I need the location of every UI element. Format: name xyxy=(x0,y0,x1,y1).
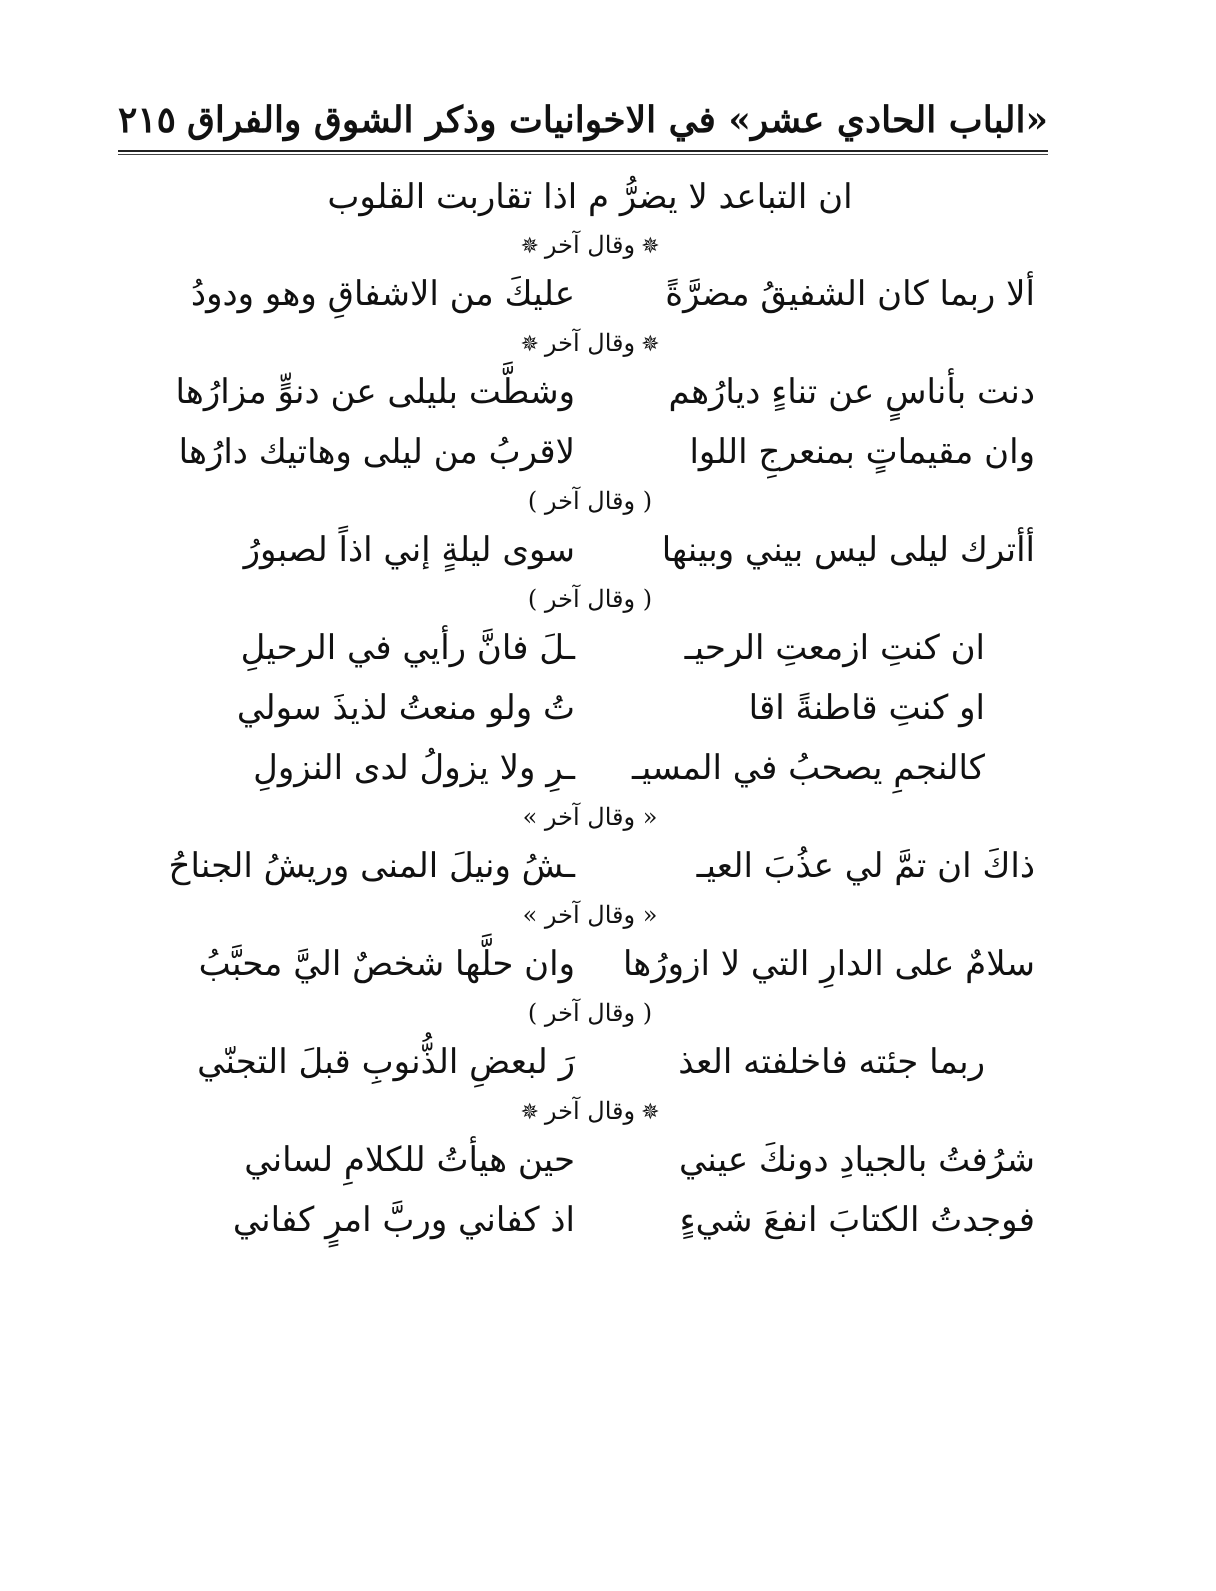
first-hemistich: ألا ربما كان الشفيقُ مضرَّةً xyxy=(665,274,1035,314)
second-hemistich: وان حلَّها شخصٌ اليَّ محبَّبُ xyxy=(198,944,575,984)
section-heading: ( وقال آخر ) xyxy=(527,487,653,515)
verse-line xyxy=(130,1032,1050,1092)
second-hemistich: عليكَ من الاشفاقِ وهو ودودُ xyxy=(190,274,575,314)
second-hemistich: تُ ولو منعتُ لذيذَ سولي xyxy=(236,688,575,728)
section-heading: « وقال آخر » xyxy=(522,901,658,929)
verse-line xyxy=(130,422,1050,482)
ornament-icon: ✵ xyxy=(520,234,539,259)
second-hemistich: رَ لبعضِ الذُّنوبِ قبلَ التجنّي xyxy=(197,1042,575,1082)
ornament-icon: ✵ xyxy=(641,332,660,357)
prose-line: ان التباعد لا يضرُّ م اذا تقاربت القلوب xyxy=(327,177,853,217)
heading-text: وقال آخر xyxy=(544,329,636,357)
first-hemistich: فوجدتُ الكتابَ انفعَ شيءٍ xyxy=(679,1200,1035,1240)
ornament-icon: ✵ xyxy=(520,1100,539,1125)
verse-line xyxy=(130,1190,1050,1250)
first-hemistich: شرُفتُ بالجيادِ دونكَ عيني xyxy=(678,1140,1035,1180)
first-hemistich: او كنتِ قاطنةً اقا xyxy=(748,688,985,728)
section-heading xyxy=(130,1092,1050,1130)
heading-text: وقال آخر xyxy=(544,1097,636,1125)
chapter-title: «الباب الحادي عشر» في الاخوانيات وذكر الشوق والفراق xyxy=(186,99,1048,141)
header-rule-thin xyxy=(118,154,1048,155)
ornament-icon: ✵ xyxy=(641,234,660,259)
verse-line xyxy=(130,678,1050,738)
poem-body xyxy=(130,168,1050,1250)
first-hemistich: دنت بأناسٍ عن تناءٍ ديارُهم xyxy=(668,372,1035,412)
verse-line xyxy=(130,738,1050,798)
second-hemistich: ـرِ ولا يزولُ لدى النزولِ xyxy=(253,748,575,788)
second-hemistich: اذ كفاني وربَّ امرٍ كفاني xyxy=(232,1200,575,1240)
second-hemistich: ـلَ فانَّ رأيي في الرحيلِ xyxy=(240,628,575,668)
section-heading xyxy=(130,324,1050,362)
second-hemistich: لاقربُ من ليلى وهاتيك دارُها xyxy=(178,432,575,472)
section-heading xyxy=(130,226,1050,264)
heading-text: وقال آخر xyxy=(544,231,636,259)
section-heading: ( وقال آخر ) xyxy=(527,999,653,1027)
first-hemistich: كالنجمِ يصحبُ في المسيـ xyxy=(631,748,985,788)
verse-line xyxy=(130,1130,1050,1190)
second-hemistich: ـشُ ونيلَ المنى وريشُ الجناحُ xyxy=(168,846,575,886)
section-heading: « وقال آخر » xyxy=(522,803,658,831)
verse-line xyxy=(130,836,1050,896)
page-number: ٢١٥ xyxy=(118,99,177,141)
ornament-icon: ✵ xyxy=(520,332,539,357)
verse-line xyxy=(130,520,1050,580)
second-hemistich: حين هيأتُ للكلامِ لساني xyxy=(244,1140,575,1180)
second-hemistich: وشطَّت بليلى عن دنوٍّ مزارُها xyxy=(175,372,575,412)
first-hemistich: وان مقيماتٍ بمنعرجِ اللوا xyxy=(689,432,1035,472)
verse-line xyxy=(130,362,1050,422)
running-header xyxy=(118,92,1048,148)
first-hemistich: أأترك ليلى ليس بيني وبينها xyxy=(661,530,1035,570)
second-hemistich: سوى ليلةٍ إني اذاً لصبورُ xyxy=(243,530,575,570)
verse-line xyxy=(130,264,1050,324)
first-hemistich: سلامٌ على الدارِ التي لا ازورُها xyxy=(622,944,1035,984)
verse-line xyxy=(130,618,1050,678)
first-hemistich: ذاكَ ان تمَّ لي عذُبَ العيـ xyxy=(696,846,1035,886)
ornament-icon: ✵ xyxy=(641,1100,660,1125)
first-hemistich: ربما جئته فاخلفته العذ xyxy=(678,1042,985,1082)
verse-line xyxy=(130,934,1050,994)
section-heading: ( وقال آخر ) xyxy=(527,585,653,613)
header-rule xyxy=(118,150,1048,152)
first-hemistich: ان كنتِ ازمعتِ الرحيـ xyxy=(684,628,985,668)
